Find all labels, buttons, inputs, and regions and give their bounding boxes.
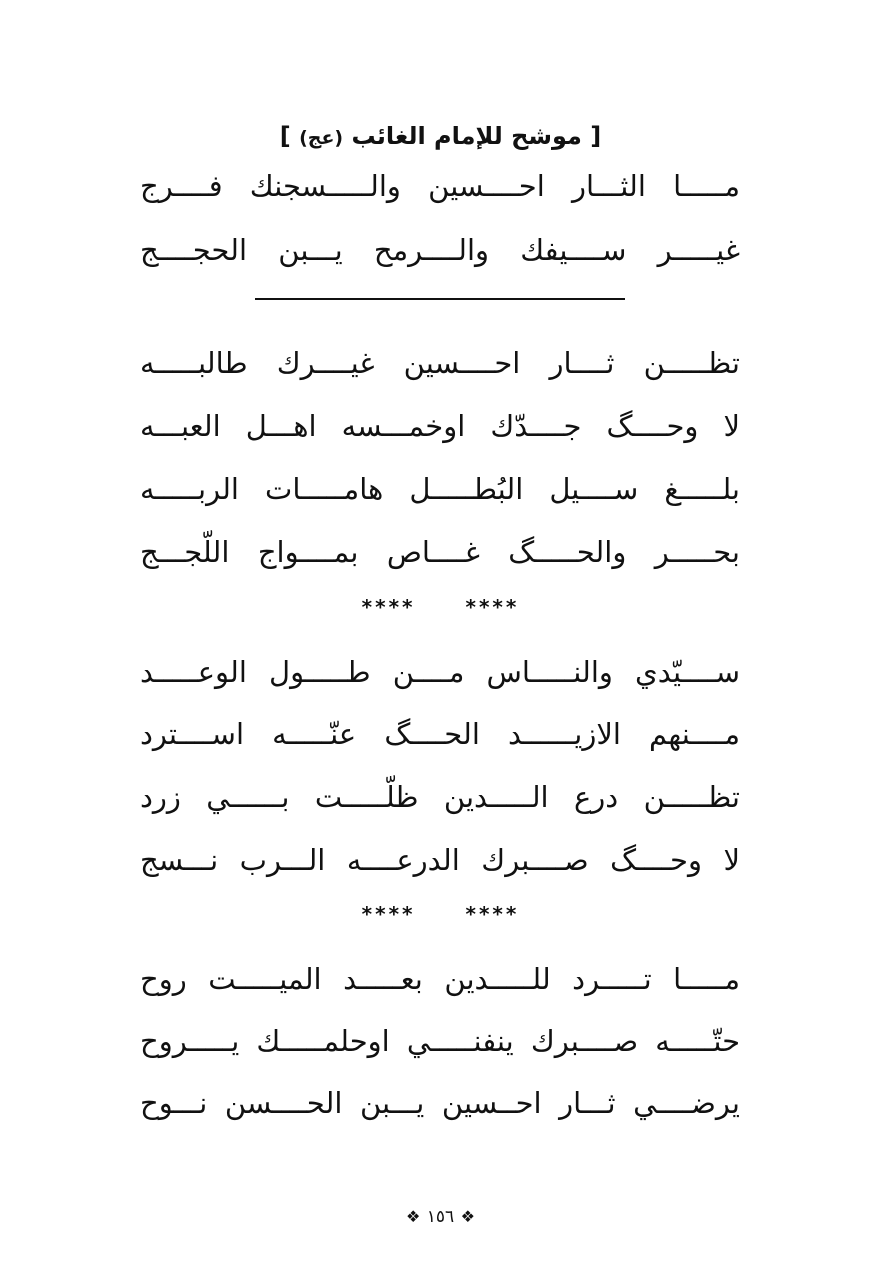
- stanza-separator: [0, 899, 881, 929]
- ornament-icon: ❖: [406, 1207, 421, 1226]
- poem-title-close-bracket: ]: [279, 122, 291, 150]
- divider-rule: [255, 298, 625, 300]
- verse-line: مـــــا الثـــار احــــسين والـــــسجنك فــــرج: [140, 169, 740, 203]
- verse-line: لا وحــــگ جــــدّك اوخمـــسه اهـــل العبـــه: [140, 409, 740, 443]
- verse-line: لا وحــــگ صــــبرك الدرعــــه الـــرب نـــسج: [140, 843, 740, 877]
- page-number: ١٥٦: [426, 1207, 455, 1227]
- separator-stars: ****: [465, 595, 520, 619]
- separator-stars: ****: [361, 595, 416, 619]
- verse-line: مـــــا تـــــرد للـــــدين بعـــــد الميـــــت روح: [140, 962, 740, 996]
- verse-line: ســــيّدي والنـــــاس مــــن طـــــول الوعـــــد: [140, 655, 740, 689]
- verse-line: غيـــــر ســــيفك والــــرمح يـــبن الحجــــج: [140, 233, 740, 267]
- poem-title-honorific: (عج): [299, 127, 344, 149]
- ornament-icon: ❖: [460, 1207, 475, 1226]
- separator-stars: ****: [465, 902, 520, 926]
- verse-line: مــــنهم الازيــــــد الحــــگ عنّـــــه اســــترد: [140, 717, 740, 751]
- verse-line: يرضــــي ثـــار احــسين يـــبن الحــــسن نـــوح: [140, 1086, 740, 1120]
- verse-line: حتّـــــه صــــبرك ينفنـــــي اوحلمـــــك يـــــروح: [140, 1024, 740, 1058]
- separator-stars: ****: [361, 902, 416, 926]
- verse-line: تظـــــن ثــــار احــــسين غيــــرك طالبـــــه: [140, 346, 740, 380]
- verse-line: تظـــــن درع الـــــدين ظلّـــــت بــــــي زرد: [140, 780, 740, 814]
- verse-line: بحـــــر والحـــــگ غــــاص بمــــواج اللّجـــج: [140, 535, 740, 569]
- page-number-footer: [0, 1202, 881, 1232]
- verse-line: بلـــــغ ســــيل البُطـــــل هامـــــات الربـــــه: [140, 472, 740, 506]
- poem-title: [0, 116, 881, 158]
- stanza-separator: [0, 592, 881, 622]
- poem-title-text: [ موشح للإمام الغائب: [351, 122, 602, 150]
